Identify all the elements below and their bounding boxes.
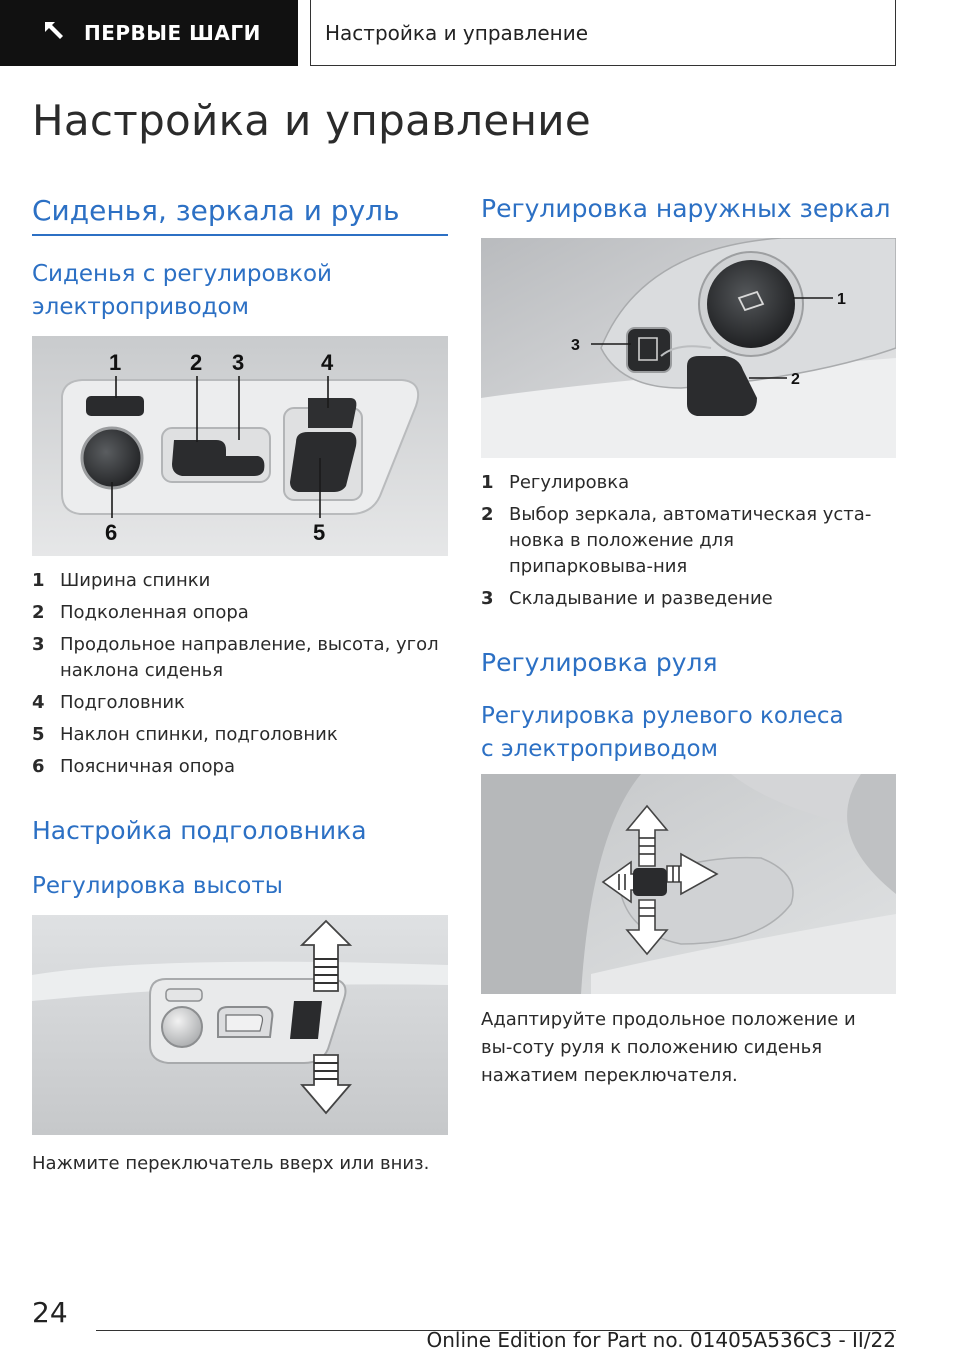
- mirror-callout-1: 1: [837, 291, 846, 308]
- callout-4: 4: [321, 350, 334, 375]
- callout-6: 6: [105, 520, 118, 545]
- list-item: 1 Регулировка: [481, 472, 630, 493]
- section-tab-label: ПЕРВЫЕ ШАГИ: [84, 21, 261, 45]
- steering-adjust-text: Адаптируйте продольное положение и вы-соту руля к положению сиденья нажатием переключателя.: [481, 1009, 856, 1086]
- list-item: 4 Подголовник: [32, 692, 185, 713]
- headrest-height-image: [32, 915, 448, 1135]
- mirror-controls-image: [481, 238, 896, 458]
- seat-controls-image: [32, 336, 448, 556]
- steering-adjust-image: [481, 774, 896, 994]
- seat-function-list: [32, 568, 448, 786]
- mirror-callout-3: 3: [571, 337, 580, 354]
- callout-2: 2: [190, 350, 203, 375]
- breadcrumb: [310, 0, 896, 66]
- height-adjust-title: Регулировка высоты: [32, 873, 283, 899]
- section-title-seats-mirrors: Сиденья, зеркала и руль: [32, 194, 400, 227]
- list-item: 5 Наклон спинки, подголовник: [32, 724, 338, 745]
- mirror-callout-2: 2: [791, 371, 800, 388]
- section-tab[interactable]: [0, 0, 298, 66]
- list-item: 1 Ширина спинки: [32, 570, 211, 591]
- list-item: 2 Выбор зеркала, автоматическая уста-новка в положение для припарковыва-ния: [481, 504, 872, 577]
- headrest-title: Настройка подголовника: [32, 816, 367, 845]
- callout-1: 1: [109, 350, 122, 375]
- footer-edition: Online Edition for Part no. 01405A536C3 - II/22: [426, 1328, 896, 1352]
- list-item: 2 Подколенная опора: [32, 602, 249, 623]
- callout-5: 5: [313, 520, 326, 545]
- page-number: 24: [32, 1296, 68, 1329]
- list-item: 3 Продольное направление, высота, угол наклона сиденья: [32, 634, 439, 681]
- steering-adjust-title: Регулировка руля: [481, 648, 718, 677]
- list-item: 3 Складывание и разведение: [481, 588, 773, 609]
- section-rule: [32, 234, 448, 236]
- mirror-function-list: [481, 470, 896, 618]
- callout-3: 3: [232, 350, 245, 375]
- height-adjust-text: Нажмите переключатель вверх или вниз.: [32, 1153, 430, 1174]
- electric-steering-subtitle: Регулировка рулевого колеса с электроприводом: [481, 703, 844, 762]
- mirror-adjust-title: Регулировка наружных зеркал: [481, 194, 891, 223]
- breadcrumb-label: Настройка и управление: [325, 20, 589, 45]
- subsection-electric-seats: Сиденья с регулировкой электроприводом: [32, 261, 332, 320]
- page-title: Настройка и управление: [32, 96, 591, 145]
- list-item: 6 Поясничная опора: [32, 756, 235, 777]
- arrow-icon: [42, 19, 66, 47]
